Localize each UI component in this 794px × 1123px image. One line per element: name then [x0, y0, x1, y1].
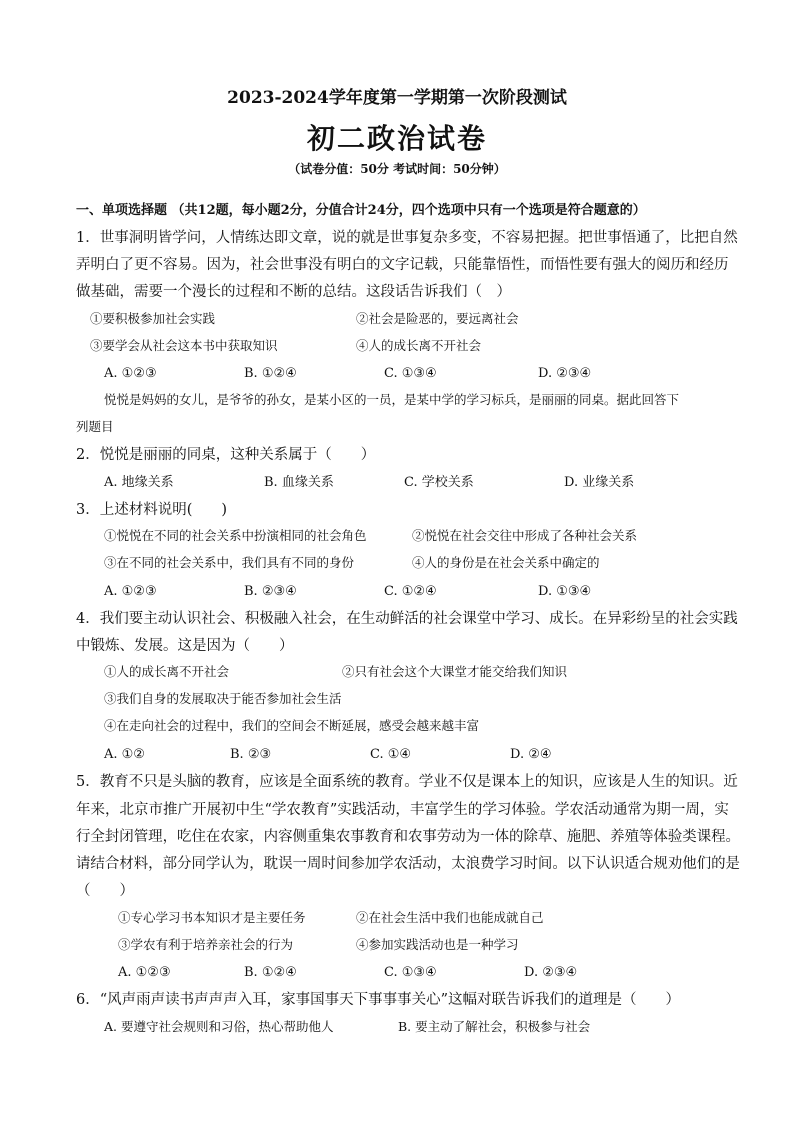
- q3-stem: 3．上述材料说明( ): [76, 502, 228, 518]
- q1-stem-line3: 做基础，需要一个漫长的过程和不断的总结。这段话告诉我们（ ）: [76, 284, 511, 300]
- q1-option-b: B. ①②④: [244, 366, 297, 381]
- q5-option-c: C. ①③④: [384, 965, 437, 980]
- q4-statement-4: ④在走向社会的过程中，我们的空间会不断延展，感受会越来越丰富: [104, 718, 480, 733]
- material-line2: 列题目: [76, 419, 114, 434]
- q4-statement-3: ③我们自身的发展取决于能否参加社会生活: [104, 691, 342, 706]
- q2-option-a: A. 地缘关系: [104, 475, 174, 490]
- q5-stem-line2: 年来，北京市推广开展初中生“学农教育”实践活动，丰富学生的学习体验。学农活动通常为期一周，实: [76, 802, 729, 818]
- q4-statement-2: ②只有社会这个大课堂才能交给我们知识: [342, 664, 568, 679]
- section-heading: 一、单项选择题 （共12题，每小题2分，分值合计24分，四个选项中只有一个选项是符合题意的）: [76, 203, 646, 218]
- q3-statement-4: ④人的身份是在社会关系中确定的: [412, 555, 600, 570]
- q6-option-a: A. 要遵守社会规则和习俗，热心帮助他人: [104, 1019, 334, 1034]
- exam-title-line1: 2023-2024学年度第一学期第一次阶段测试: [227, 88, 567, 108]
- q1-stem-line1: 1．世事洞明皆学问，人情练达即文章，说的就是世事复杂多变，不容易把握。把世事悟通了，比把自然: [76, 230, 738, 246]
- q5-statement-1: ①专心学习书本知识才是主要任务: [118, 910, 306, 925]
- q5-stem-line4: 请结合材料，部分同学认为，耽误一周时间参加学农活动，太浪费学习时间。以下认识适合规劝他们的是: [76, 856, 740, 872]
- exam-title-line2: 初二政治试卷: [306, 122, 487, 155]
- q1-statement-1: ①要积极参加社会实践: [90, 311, 216, 326]
- q4-statement-1: ①人的成长离不开社会: [104, 664, 230, 679]
- q5-stem-line3: 行全封闭管理，吃住在农家，内容侧重集农事教育和农事劳动为一体的除草、施肥、养殖等体验类课程。: [76, 829, 740, 845]
- q1-statement-3: ③要学会从社会这本书中获取知识: [90, 338, 278, 353]
- material-line1: 悦悦是妈妈的女儿，是爷爷的孙女，是某小区的一员，是某中学的学习标兵，是丽丽的同桌。据此回答下: [104, 392, 680, 407]
- q3-option-a: A. ①②③: [104, 584, 157, 599]
- q2-option-b: B. 血缘关系: [264, 475, 334, 490]
- q4-option-a: A. ①②: [104, 747, 145, 762]
- q1-statement-4: ④人的成长离不开社会: [356, 338, 482, 353]
- q1-option-a: A. ①②③: [104, 366, 157, 381]
- q4-option-c: C. ①④: [370, 747, 412, 762]
- q1-option-c: C. ①③④: [384, 366, 437, 381]
- q6-stem: 6．“风声雨声读书声声声入耳，家事国事天下事事事关心”这幅对联告诉我们的道理是（ ）: [76, 992, 681, 1008]
- q5-option-d: D. ②③④: [524, 965, 578, 980]
- q4-option-b: B. ②③: [230, 747, 272, 762]
- q1-statement-2: ②社会是险恶的，要远离社会: [356, 311, 519, 326]
- q1-option-d: D. ②③④: [538, 366, 592, 381]
- q3-option-d: D. ①③④: [538, 584, 592, 599]
- q5-stem-line5: （ ）: [76, 883, 134, 899]
- q5-statement-3: ③学农有利于培养亲社会的行为: [118, 937, 294, 952]
- exam-subtitle: （试卷分值：50分 考试时间：50分钟）: [288, 162, 506, 176]
- q3-statement-1: ①悦悦在不同的社会关系中扮演相同的社会角色: [104, 528, 367, 543]
- q4-option-d: D. ②④: [510, 747, 552, 762]
- q5-statement-4: ④参加实践活动也是一种学习: [356, 937, 519, 952]
- q6-option-b: B. 要主动了解社会，积极参与社会: [398, 1019, 591, 1034]
- q4-stem-line2: 中锻炼、发展。这是因为（ ）: [76, 638, 294, 654]
- q5-stem-line1: 5．教育不只是头脑的教育，应该是全面系统的教育。学业不仅是课本上的知识，应该是人生的知识。近: [76, 774, 738, 790]
- q5-option-a: A. ①②③: [118, 965, 171, 980]
- q1-stem-line2: 弄明白了更不容易。因为，社会世事没有明白的文字记载，只能靠悟性，而悟性要有强大的阅历和经历: [76, 257, 729, 273]
- q3-statement-2: ②悦悦在社会交往中形成了各种社会关系: [412, 528, 638, 543]
- q2-stem: 2．悦悦是丽丽的同桌，这种关系属于（ ）: [76, 447, 376, 463]
- q3-option-b: B. ②③④: [244, 584, 297, 599]
- q5-option-b: B. ①②④: [244, 965, 297, 980]
- q2-option-c: C. 学校关系: [404, 475, 474, 490]
- q5-statement-2: ②在社会生活中我们也能成就自己: [356, 910, 544, 925]
- q4-stem-line1: 4．我们要主动认识社会、积极融入社会，在生动鲜活的社会课堂中学习、成长。在异彩纷呈的社会实践: [76, 611, 738, 627]
- q3-statement-3: ③在不同的社会关系中，我们具有不同的身份: [104, 555, 355, 570]
- q2-option-d: D. 业缘关系: [564, 475, 635, 490]
- q3-option-c: C. ①②④: [384, 584, 437, 599]
